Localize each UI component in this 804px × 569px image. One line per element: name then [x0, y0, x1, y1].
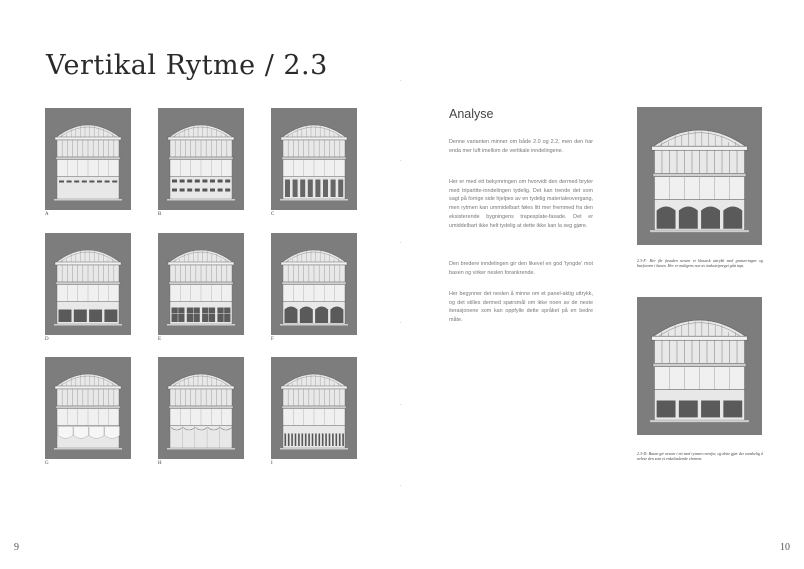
thumbnail-label: C	[271, 212, 275, 217]
photo-caption-d: 2.3-D: Basen gir nesten i ett med rytmen ovenfor, og dette gjør det vanskelig å avlese den som et enkeltstående element.	[637, 451, 763, 462]
thumbnail-label: A	[45, 212, 49, 217]
thumbnail-label: F	[271, 337, 274, 342]
analysis-paragraph-3: Den bredere inndelingen gir den likevel en god 'tyngde' mot basen og virker neslen forankrende.	[449, 261, 593, 276]
thumbnail-label: D	[45, 337, 49, 342]
facade-thumbnail	[45, 233, 131, 335]
spine-dot: ·	[400, 320, 402, 326]
analysis-paragraph-4: Her begynner det neslen å minne om et panel-aktig uttrykk, og det stilles dermed spørsmål om ikke noen av de neste iterasjonene som kan oppfylle dette språket på en bedre måte.	[449, 291, 593, 324]
facade-thumbnail	[45, 108, 131, 210]
photo-caption-f: 2.3-F: Her får fasaden nesten et klassisk uttrykk med gratueringen og buefornen i basen. Her er muligens noe av industripreget gått tapt.	[637, 258, 763, 269]
thumbnail-label: I	[271, 461, 273, 466]
facade-thumbnail	[271, 233, 357, 335]
facade-thumbnail	[158, 357, 244, 459]
facade-thumbnail	[158, 233, 244, 335]
analysis-paragraph-1: Denne varianten minner om både 2.0 og 2.2, men den har enda mer luft imellom de vertikale inndelingene.	[449, 139, 593, 154]
page-number-right: 10	[780, 542, 790, 553]
analysis-paragraph-2: Her er med ett bekymringen om hvorvidt den dermed bryter med tripartite-inndelingen tydelig. Det kan trende det som sagt på forrige side hjelpes av en tydelig materialeovergang, men rytmen kan ummidelbart føles litt mer fremmed fra den eksisterende bygningens trapesplate-fasade. Det er umiddelbart ikke helt tydelig at dette ikke kan la seg gjøre.	[449, 179, 593, 229]
facade-thumbnail	[158, 108, 244, 210]
spine-dot: ·	[400, 240, 402, 246]
thumbnail-label: G	[45, 461, 49, 466]
facade-thumbnail	[271, 108, 357, 210]
analysis-heading: Analyse	[449, 107, 494, 121]
facade-thumbnail	[45, 357, 131, 459]
facade-thumbnail	[271, 357, 357, 459]
spine-dot: ·	[400, 78, 402, 84]
photo-variant-f	[637, 107, 762, 245]
thumbnail-label: B	[158, 212, 162, 217]
thumbnail-label: H	[158, 461, 162, 466]
page-title: Vertikal Rytme / 2.3	[46, 50, 328, 81]
spine-dot: ·	[400, 483, 402, 489]
spine-dot: ·	[400, 158, 402, 164]
page-number-left: 9	[14, 542, 19, 553]
photo-variant-d	[637, 297, 762, 435]
thumbnail-label: E	[158, 337, 162, 342]
spine-dot: ·	[400, 402, 402, 408]
